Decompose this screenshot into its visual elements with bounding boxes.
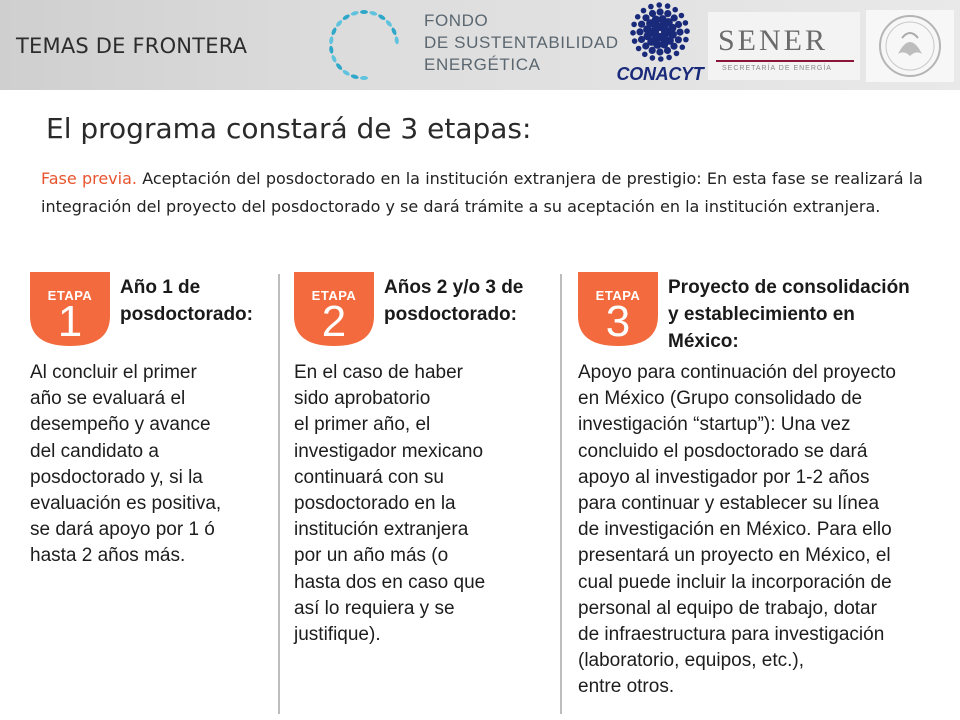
stage-body-line: hasta 2 años más. [30, 545, 186, 567]
stage-body-line: continuará con su [294, 466, 444, 488]
stage-body-line: sido aprobatorio [294, 388, 431, 410]
stage-badge [30, 272, 110, 346]
fondo-line: DE SUSTENTABILIDAD [424, 33, 619, 52]
fondo-ring-icon [312, 0, 412, 90]
stage-body-line: el primer año, el [294, 414, 431, 436]
stage-body-line: Apoyo para continuación del proyecto [578, 362, 896, 383]
stage-body-line: justifique). [294, 624, 381, 646]
stage-body-line: se dará apoyo por 1 ó [30, 519, 215, 541]
stage-body-line: en México (Grupo consolidado de [578, 388, 863, 410]
fondo-sustentabilidad-logo [312, 0, 619, 90]
fondo-line: FONDO [424, 11, 489, 30]
stage-body-line: para continuar y establecer su línea [578, 493, 880, 515]
stage-body-line: entre otros. [578, 676, 675, 698]
sener-rule [716, 60, 854, 62]
stage-body-line: personal al equipo de trabajo, dotar [578, 597, 877, 619]
stage-title-line: posdoctorado: [120, 304, 253, 325]
stage-body-line: cual puede incluir la incorporación de [578, 571, 892, 593]
stage-body-line: así lo requiera y se [294, 597, 455, 619]
header-bar [0, 0, 960, 90]
stage-title-line: Proyecto de consolidación [668, 277, 910, 298]
badge-label: ETAPA [595, 288, 641, 303]
intro-paragraph [41, 165, 923, 221]
stage-title-line: Año 1 de [120, 277, 201, 298]
section-title: TEMAS DE FRONTERA [16, 34, 248, 58]
badge-number: 3 [605, 297, 631, 346]
sener-logo [708, 12, 860, 80]
intro-text: Aceptación del posdoctorado en la institución extranjera de prestigio: En esta fase se realizará la integración del proyecto del posdoctorado y se dará trámite a su aceptación en la institución extranjera. [41, 169, 923, 216]
intro-lead: Fase previa. [41, 169, 137, 188]
stage-body-line: concluido el posdoctorado se dará [578, 440, 868, 462]
stage-body-line: investigación “startup”): Una vez [578, 414, 851, 436]
stage-body-line: Al concluir el primer [30, 362, 197, 383]
stage-body-line: evaluación es positiva, [30, 493, 222, 515]
sener-wordmark: SENER [718, 24, 829, 57]
conacyt-wordmark: CONACYT [616, 64, 704, 84]
badge-number: 1 [57, 297, 83, 346]
stage-badge [578, 272, 658, 346]
stage-title [120, 274, 253, 328]
stage-title-line: Años 2 y/o 3 de [384, 277, 524, 298]
stage-body-line: desempeño y avance [30, 414, 211, 436]
badge-label: ETAPA [311, 288, 357, 303]
fondo-line: ENERGÉTICA [424, 55, 541, 74]
sener-subtitle: SECRETARÍA DE ENERGÍA [722, 65, 832, 72]
stage-title-line: y establecimiento en [668, 304, 855, 325]
stage-body-line: hasta dos en caso que [294, 571, 486, 593]
stage-body-line: institución extranjera [294, 519, 469, 541]
stage-body-line: de investigación en México. Para ello [578, 519, 892, 541]
column-divider [560, 274, 562, 714]
stage-title-line: México: [668, 331, 739, 352]
stage-body-line: del candidato a [30, 440, 159, 462]
stage-body-line: En el caso de haber [294, 362, 464, 383]
stage-badge [294, 272, 374, 346]
badge-number: 2 [321, 297, 347, 346]
stage-body [294, 360, 485, 648]
stage-body-line: por un año más (o [294, 545, 449, 567]
conacyt-dots-icon [612, 0, 708, 66]
stage-title [384, 274, 523, 328]
page-title: El programa constará de 3 etapas: [46, 112, 532, 145]
stage-body [578, 360, 896, 701]
stage-body-line: posdoctorado en la [294, 493, 456, 515]
stage-body-line: posdoctorado y, si la [30, 466, 203, 488]
stage-body-line: presentará un proyecto en México, el [578, 545, 891, 567]
stage-body-line: investigador mexicano [294, 440, 484, 462]
national-shield-logo [866, 10, 954, 82]
eagle-shield-icon [866, 10, 954, 82]
stage-body-line: (laboratorio, equipos, etc.), [578, 650, 805, 672]
stage-title-line: posdoctorado: [384, 304, 517, 325]
stage-body-line: apoyo al investigador por 1-2 años [578, 466, 870, 488]
stage-body-line: año se evaluará el [30, 388, 186, 410]
stage-body-line: de infraestructura para investigación [578, 624, 885, 646]
fondo-logo-text [424, 10, 619, 76]
stage-body [30, 360, 221, 570]
conacyt-logo [612, 0, 708, 90]
stage-title [668, 274, 910, 355]
column-divider [278, 274, 280, 714]
badge-label: ETAPA [47, 288, 93, 303]
